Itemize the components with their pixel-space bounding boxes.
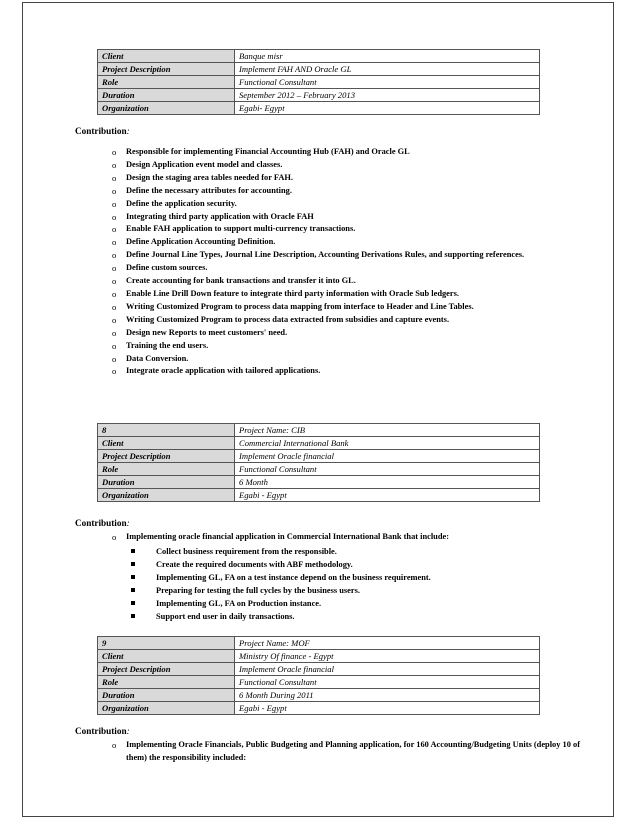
field-value: Egabi - Egypt bbox=[235, 489, 540, 502]
list-item: o Define custom sources. bbox=[110, 262, 580, 275]
contribution-label: Contribution bbox=[75, 518, 127, 528]
table-row bbox=[98, 89, 540, 102]
project-table-mof bbox=[97, 636, 540, 715]
project-table-cib bbox=[97, 423, 540, 502]
table-row bbox=[98, 476, 540, 489]
field-label: Organization bbox=[98, 702, 235, 715]
list-item: o Writing Customized Program to process data mapping from interface to Header and Line Tables. bbox=[110, 301, 580, 314]
field-value: Project Name: MOF bbox=[235, 637, 540, 650]
table-row bbox=[98, 650, 540, 663]
list-item: o Implementing oracle financial application in Commercial International Bank that include: bbox=[110, 531, 580, 544]
field-value: Functional Consultant bbox=[235, 76, 540, 89]
table-row bbox=[98, 702, 540, 715]
field-label: Client bbox=[98, 650, 235, 663]
table-row bbox=[98, 489, 540, 502]
contribution-list bbox=[110, 531, 580, 544]
list-item: Preparing for testing the full cycles by the business users. bbox=[126, 584, 580, 597]
contribution-list bbox=[110, 739, 580, 765]
contribution-heading bbox=[75, 726, 130, 736]
field-label: Project Description bbox=[98, 663, 235, 676]
contribution-list bbox=[110, 146, 580, 378]
table-row bbox=[98, 63, 540, 76]
project-table-banque-misr bbox=[97, 49, 540, 115]
list-item: o Design new Reports to meet customers' need. bbox=[110, 327, 580, 340]
field-label: 8 bbox=[98, 424, 235, 437]
list-item: Implementing GL, FA on Production instance. bbox=[126, 597, 580, 610]
field-label: Organization bbox=[98, 102, 235, 115]
field-value: Ministry Of finance - Egypt bbox=[235, 650, 540, 663]
field-label: Duration bbox=[98, 89, 235, 102]
contribution-colon: : bbox=[126, 518, 130, 528]
contribution-heading bbox=[75, 518, 130, 528]
field-label: Role bbox=[98, 76, 235, 89]
contribution-colon: : bbox=[126, 126, 130, 136]
table-row bbox=[98, 676, 540, 689]
field-value: Egabi - Egypt bbox=[235, 702, 540, 715]
field-label: Project Description bbox=[98, 63, 235, 76]
table-row bbox=[98, 50, 540, 63]
field-value: Banque misr bbox=[235, 50, 540, 63]
list-item: o Responsible for implementing Financial Accounting Hub (FAH) and Oracle GL bbox=[110, 146, 580, 159]
field-value: Implement FAH AND Oracle GL bbox=[235, 63, 540, 76]
field-value: Implement Oracle financial bbox=[235, 450, 540, 463]
list-item: o Define Application Accounting Definition. bbox=[110, 236, 580, 249]
table-row bbox=[98, 463, 540, 476]
field-value: Commercial International Bank bbox=[235, 437, 540, 450]
list-item: o Define the application security. bbox=[110, 198, 580, 211]
list-item: o Create accounting for bank transactions and transfer it into GL. bbox=[110, 275, 580, 288]
table-row bbox=[98, 637, 540, 650]
contribution-label: Contribution bbox=[75, 126, 127, 136]
list-item: o Design Application event model and classes. bbox=[110, 159, 580, 172]
list-item: o Define the necessary attributes for accounting. bbox=[110, 185, 580, 198]
field-value: Functional Consultant bbox=[235, 463, 540, 476]
list-item: o Enable Line Drill Down feature to integrate third party information with Oracle Sub ledgers. bbox=[110, 288, 580, 301]
field-label: Project Description bbox=[98, 450, 235, 463]
field-label: Client bbox=[98, 437, 235, 450]
table-row bbox=[98, 76, 540, 89]
table-row bbox=[98, 424, 540, 437]
list-item: o Data Conversion. bbox=[110, 353, 580, 366]
table-row bbox=[98, 437, 540, 450]
list-item: o Define Journal Line Types, Journal Line Description, Accounting Derivations Rules, and supporting references. bbox=[110, 249, 580, 262]
field-value: Implement Oracle financial bbox=[235, 663, 540, 676]
list-item: o Design the staging area tables needed for FAH. bbox=[110, 172, 580, 185]
table-row bbox=[98, 663, 540, 676]
field-label: Role bbox=[98, 676, 235, 689]
field-value: Egabi- Egypt bbox=[235, 102, 540, 115]
list-item: Support end user in daily transactions. bbox=[126, 610, 580, 623]
field-label: Duration bbox=[98, 476, 235, 489]
field-value: 6 Month During 2011 bbox=[235, 689, 540, 702]
field-label: Role bbox=[98, 463, 235, 476]
contribution-label: Contribution bbox=[75, 726, 127, 736]
list-item: o Implementing Oracle Financials, Public Budgeting and Planning application, for 160 Accounting/Budgeting Units (deploy 10 of them) the responsibility included: bbox=[110, 739, 580, 765]
list-item: o Training the end users. bbox=[110, 340, 580, 353]
list-item: Create the required documents with ABF methodology. bbox=[126, 558, 580, 571]
table-row bbox=[98, 102, 540, 115]
field-label: Duration bbox=[98, 689, 235, 702]
list-item: o Integrating third party application with Oracle FAH bbox=[110, 211, 580, 224]
contribution-heading bbox=[75, 126, 130, 136]
list-item: Collect business requirement from the responsible. bbox=[126, 545, 580, 558]
table-row bbox=[98, 689, 540, 702]
field-value: 6 Month bbox=[235, 476, 540, 489]
list-item: Implementing GL, FA on a test instance depend on the business requirement. bbox=[126, 571, 580, 584]
table-row bbox=[98, 450, 540, 463]
list-item: o Integrate oracle application with tailored applications. bbox=[110, 365, 580, 378]
list-item: o Writing Customized Program to process data extracted from subsidies and capture events. bbox=[110, 314, 580, 327]
field-value: Project Name: CIB bbox=[235, 424, 540, 437]
field-value: Functional Consultant bbox=[235, 676, 540, 689]
field-label: Organization bbox=[98, 489, 235, 502]
list-item: o Enable FAH application to support multi-currency transactions. bbox=[110, 223, 580, 236]
field-value: September 2012 – February 2013 bbox=[235, 89, 540, 102]
field-label: Client bbox=[98, 50, 235, 63]
contribution-colon: : bbox=[126, 726, 130, 736]
contribution-sublist bbox=[126, 545, 580, 624]
field-label: 9 bbox=[98, 637, 235, 650]
